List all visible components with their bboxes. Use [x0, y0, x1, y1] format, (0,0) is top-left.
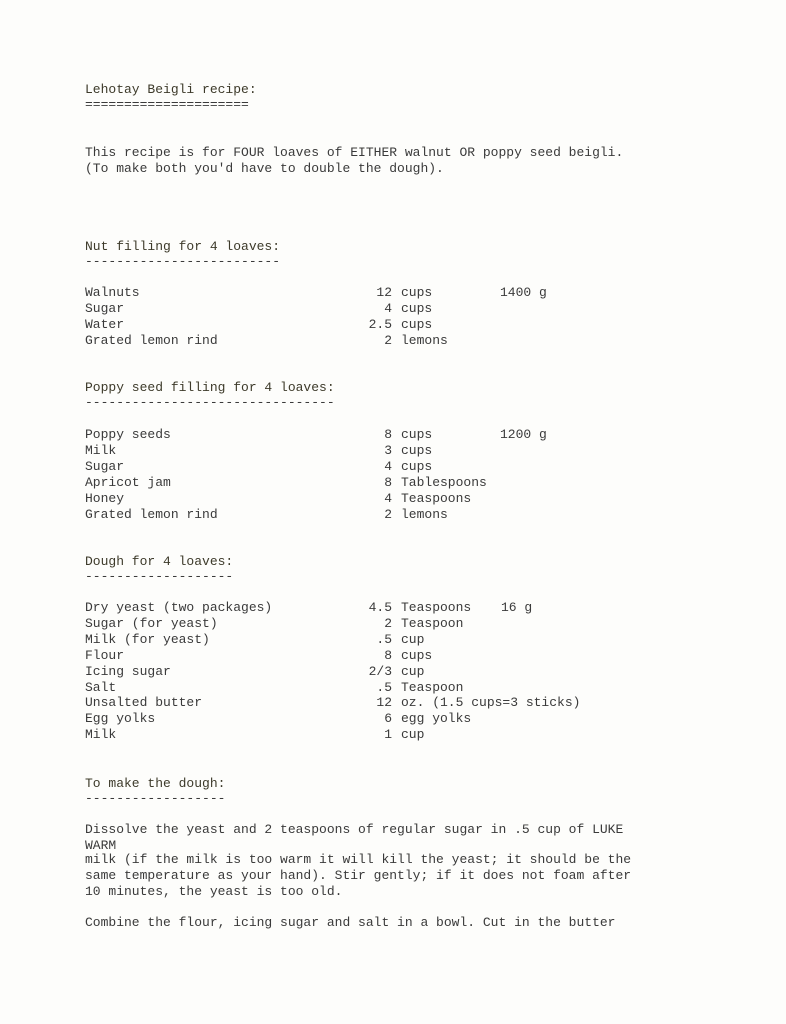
- ingredient-name: Milk: [85, 442, 117, 458]
- instruction-line: Combine the flour, icing sugar and salt in a bowl. Cut in the butter: [85, 915, 616, 930]
- poppy-filling-underline: --------------------------------: [85, 395, 335, 410]
- ingredient-name: Sugar: [85, 300, 125, 316]
- ingredient-name: Dry yeast (two packages): [85, 600, 273, 615]
- instruction-line: Dissolve the yeast and 2 teaspoons of regular sugar in .5 cup of LUKE: [85, 822, 624, 837]
- ingredient-unit: Teaspoons: [401, 600, 472, 615]
- dough-underline: -------------------: [85, 569, 234, 584]
- ingredient-row: [0, 632, 786, 648]
- dough-heading: Dough for 4 loaves:: [85, 554, 234, 569]
- instruction-line: 10 minutes, the yeast is too old.: [85, 884, 343, 899]
- ingredient-unit: cup: [401, 631, 425, 647]
- ingredient-quantity: .5: [376, 679, 392, 695]
- ingredient-unit: Teaspoon: [401, 679, 464, 695]
- ingredient-quantity: 8: [384, 647, 392, 663]
- ingredient-name: Grated lemon rind: [85, 506, 218, 522]
- ingredient-name: Poppy seeds: [85, 427, 171, 442]
- ingredient-unit: oz. (1.5 cups=3 sticks): [401, 695, 581, 711]
- ingredient-row: [0, 285, 786, 301]
- ingredient-name: Sugar (for yeast): [85, 615, 218, 631]
- ingredient-name: Apricot jam: [85, 474, 171, 490]
- ingredient-quantity: 8: [384, 474, 392, 490]
- ingredient-unit: Teaspoons: [401, 490, 472, 506]
- ingredient-metric: 1400 g: [500, 285, 547, 300]
- ingredient-quantity: 2: [384, 615, 392, 631]
- ingredient-unit: cups: [401, 442, 433, 458]
- ingredient-name: Milk (for yeast): [85, 631, 210, 647]
- ingredient-row: [0, 600, 786, 616]
- ingredient-quantity: 12: [376, 285, 392, 300]
- ingredient-row: [0, 459, 786, 475]
- ingredient-unit: Tablespoons: [401, 474, 487, 490]
- ingredient-quantity: 4: [384, 458, 392, 474]
- ingredient-quantity: 1: [384, 727, 392, 743]
- ingredient-metric: 1200 g: [500, 427, 547, 442]
- ingredient-unit: cups: [401, 316, 433, 332]
- ingredient-unit: lemons: [401, 332, 448, 348]
- ingredient-name: Salt: [85, 679, 117, 695]
- ingredient-unit: Teaspoon: [401, 615, 464, 631]
- ingredient-unit: cup: [401, 663, 425, 679]
- ingredient-quantity: 12: [376, 695, 392, 711]
- ingredient-row: [0, 333, 786, 349]
- ingredient-name: Water: [85, 316, 125, 332]
- ingredient-row: [0, 491, 786, 507]
- nut-filling-heading: Nut filling for 4 loaves:: [85, 239, 281, 254]
- ingredient-row: [0, 695, 786, 711]
- ingredient-row: [0, 475, 786, 491]
- ingredient-quantity: 6: [384, 711, 392, 727]
- ingredient-unit: egg yolks: [401, 711, 472, 727]
- ingredient-metric: 16 g: [501, 600, 533, 615]
- ingredient-unit: cups: [401, 300, 433, 316]
- ingredient-row: [0, 317, 786, 333]
- ingredient-unit: cup: [401, 727, 425, 743]
- ingredient-name: Walnuts: [85, 285, 140, 300]
- ingredient-unit: cups: [401, 458, 433, 474]
- ingredient-row: [0, 616, 786, 632]
- instruction-line: same temperature as your hand). Stir gently; if it does not foam after: [85, 868, 632, 883]
- ingredient-row: [0, 301, 786, 317]
- ingredient-row: [0, 664, 786, 680]
- ingredient-name: Icing sugar: [85, 663, 171, 679]
- instructions-underline: ------------------: [85, 791, 226, 806]
- ingredient-quantity: 2/3: [368, 663, 392, 679]
- ingredient-quantity: 2: [384, 506, 392, 522]
- ingredient-quantity: 3: [384, 442, 392, 458]
- ingredient-name: Honey: [85, 490, 125, 506]
- ingredient-name: Sugar: [85, 458, 125, 474]
- ingredient-row: [0, 711, 786, 727]
- nut-filling-underline: -------------------------: [85, 254, 281, 269]
- page-title: Lehotay Beigli recipe:: [85, 82, 257, 97]
- ingredient-unit: lemons: [401, 506, 448, 522]
- ingredient-quantity: 2: [384, 332, 392, 348]
- ingredient-quantity: 4: [384, 300, 392, 316]
- title-underline: =====================: [85, 97, 249, 112]
- ingredient-name: Egg yolks: [85, 711, 156, 727]
- ingredient-quantity: .5: [376, 631, 392, 647]
- intro-line-1: This recipe is for FOUR loaves of EITHER walnut OR poppy seed beigli.: [85, 145, 624, 160]
- instructions-heading: To make the dough:: [85, 776, 226, 791]
- ingredient-unit: cups: [401, 427, 433, 442]
- ingredient-unit: cups: [401, 285, 433, 300]
- ingredient-quantity: 4.5: [368, 600, 392, 615]
- ingredient-row: [0, 507, 786, 523]
- ingredient-name: Grated lemon rind: [85, 332, 218, 348]
- poppy-filling-heading: Poppy seed filling for 4 loaves:: [85, 380, 335, 395]
- instruction-line: WARM: [85, 838, 117, 853]
- ingredient-quantity: 2.5: [368, 316, 392, 332]
- ingredient-quantity: 8: [384, 427, 392, 442]
- ingredient-row: [0, 680, 786, 696]
- ingredient-row: [0, 648, 786, 664]
- instruction-line: milk (if the milk is too warm it will kill the yeast; it should be the: [85, 852, 632, 867]
- ingredient-name: Flour: [85, 647, 125, 663]
- ingredient-row: [0, 443, 786, 459]
- ingredient-name: Unsalted butter: [85, 695, 203, 711]
- intro-line-2: (To make both you'd have to double the dough).: [85, 161, 444, 176]
- ingredient-unit: cups: [401, 647, 433, 663]
- ingredient-row: [0, 727, 786, 743]
- ingredient-quantity: 4: [384, 490, 392, 506]
- ingredient-name: Milk: [85, 727, 117, 743]
- ingredient-row: [0, 427, 786, 443]
